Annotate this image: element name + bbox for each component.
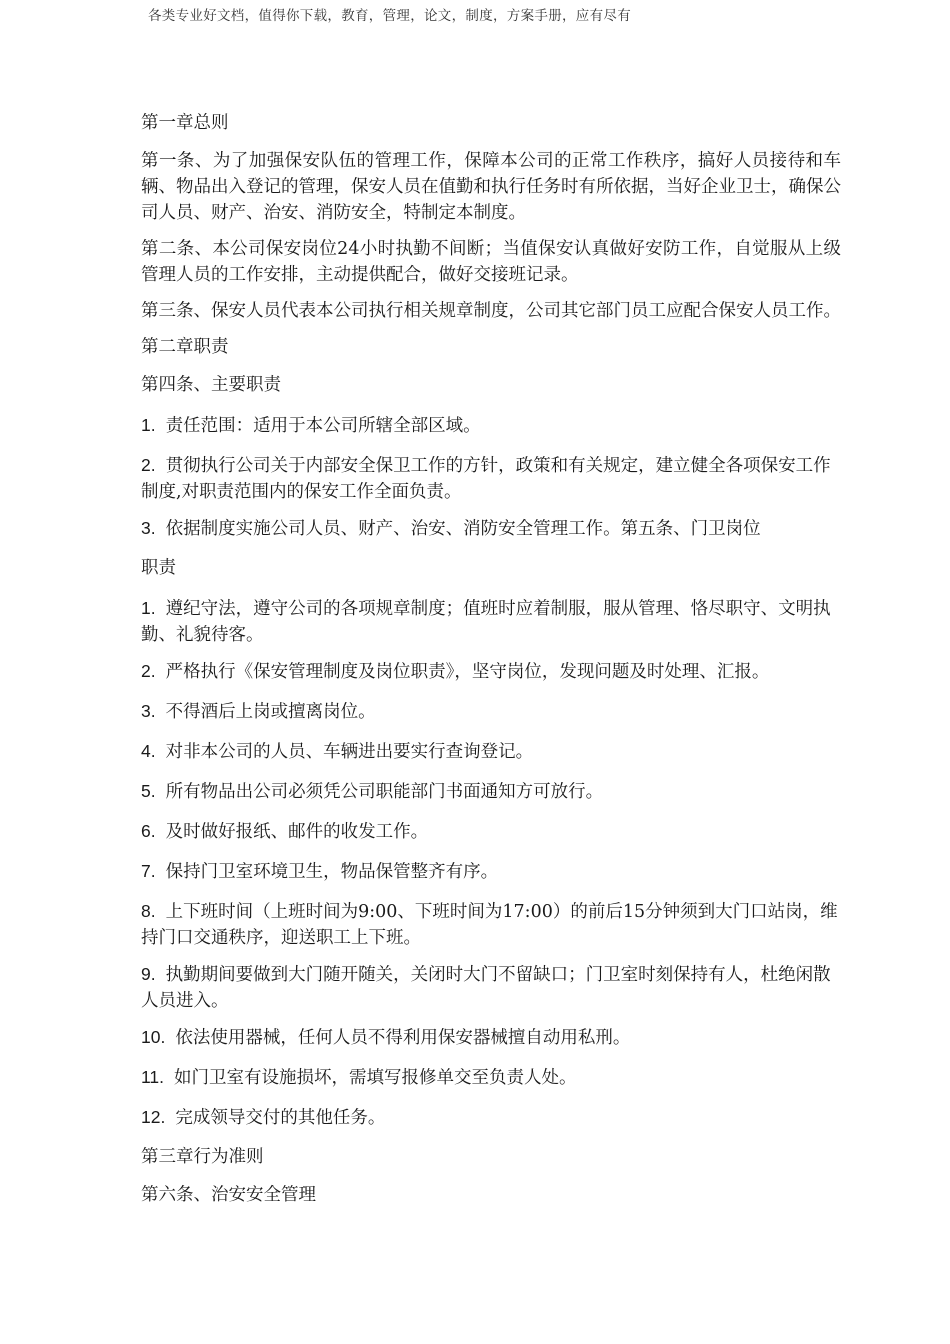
gate-duty-number: 10. — [141, 1027, 166, 1047]
chapter-1-title: 第一章总则 — [141, 113, 229, 133]
gate-duty-text: 如门卫室有设施损坏，需填写报修单交至负责人处。 — [174, 1068, 577, 1088]
gate-duty-number: 9. — [141, 964, 156, 984]
gate-duty-item — [141, 698, 841, 725]
duty-item — [141, 515, 841, 542]
gate-duty-item — [141, 961, 841, 1014]
gate-duty-number: 8. — [141, 901, 156, 921]
article-1: 第一条、为了加强保安队伍的管理工作，保障本公司的正常工作秩序，搞好人员接待和车辆、物品出入登记的管理，保安人员在值勤和执行任务时有所依据，当好企业卫士，确保公司人员、财产、治安、消防安全，特制定本制度。 — [141, 151, 841, 223]
duty-text: 依据制度实施公司人员、财产、治安、消防安全管理工作。第五条、门卫岗位 — [165, 519, 761, 539]
gate-duty-text: 完成领导交付的其他任务。 — [175, 1108, 386, 1128]
article-2: 第二条、本公司保安岗位24小时执勤不间断；当值保安认真做好安防工作，自觉服从上级管理人员的工作安排，主动提供配合，做好交接班记录。 — [141, 239, 841, 285]
gate-duty-item — [141, 858, 841, 885]
gate-duty-number: 4. — [141, 741, 156, 761]
gate-duty-item — [141, 778, 841, 805]
gate-duty-item — [141, 1104, 841, 1131]
article-6-title: 第六条、治安安全管理 — [141, 1185, 316, 1205]
gate-duty-number: 7. — [141, 861, 156, 881]
gate-duty-text: 执勤期间要做到大门随开随关，关闭时大门不留缺口；门卫室时刻保持有人，杜绝闲散人员进入。 — [141, 965, 831, 1011]
duty-number: 2. — [141, 455, 156, 475]
gate-duty-text: 严格执行《保安管理制度及岗位职责》，坚守岗位，发现问题及时处理、汇报。 — [165, 662, 770, 682]
duty-item — [141, 412, 841, 439]
document-body — [141, 110, 841, 1208]
gate-duty-item — [141, 1064, 841, 1091]
gate-duty-text: 及时做好报纸、邮件的收发工作。 — [165, 822, 429, 842]
article-3: 第三条、保安人员代表本公司执行相关规章制度，公司其它部门员工应配合保安人员工作。 — [141, 301, 841, 321]
gate-duty-item — [141, 898, 841, 951]
duty-number: 1. — [141, 415, 156, 435]
gate-duty-item — [141, 658, 841, 685]
gate-duty-text: 对非本公司的人员、车辆进出要实行查询登记。 — [165, 742, 534, 762]
gate-duty-number: 3. — [141, 701, 156, 721]
gate-duty-text: 保持门卫室环境卫生，物品保管整齐有序。 — [165, 862, 499, 882]
gate-duty-number: 2. — [141, 661, 156, 681]
gate-duty-text: 遵纪守法，遵守公司的各项规章制度；值班时应着制服，服从管理、恪尽职守、文明执勤、礼貌待客。 — [141, 599, 831, 645]
duty-text: 责任范围：适用于本公司所辖全部区域。 — [165, 416, 481, 436]
gate-duty-number: 11. — [141, 1067, 165, 1087]
article-4-title: 第四条、主要职责 — [141, 375, 281, 395]
page-header: 各类专业好文档，值得你下载，教育，管理，论文，制度，方案手册，应有尽有 — [148, 8, 631, 24]
duty-item — [141, 452, 841, 505]
gate-duty-item — [141, 738, 841, 765]
gate-duty-item — [141, 1024, 841, 1051]
gate-duty-number: 12. — [141, 1107, 166, 1127]
gate-duty-number: 5. — [141, 781, 156, 801]
chapter-2-title: 第二章职责 — [141, 337, 229, 357]
duty-number: 3. — [141, 518, 156, 538]
duty-text: 贯彻执行公司关于内部安全保卫工作的方针，政策和有关规定，建立健全各项保安工作制度,对职责范围内的保安工作全面负责。 — [141, 456, 831, 502]
gate-duty-text: 所有物品出公司必须凭公司职能部门书面通知方可放行。 — [165, 782, 604, 802]
chapter-3-title: 第三章行为准则 — [141, 1147, 264, 1167]
gate-duty-item — [141, 818, 841, 845]
gate-duty-text: 依法使用器械，任何人员不得利用保安器械擅自动用私刑。 — [175, 1028, 631, 1048]
gate-duty-text: 上下班时间（上班时间为9:00、下班时间为17:00）的前后15分钟须到大门口站岗，维持门口交通秩序，迎送职工上下班。 — [141, 902, 838, 948]
gate-duty-number: 6. — [141, 821, 156, 841]
article-5-continuation: 职责 — [141, 558, 176, 578]
gate-duty-item — [141, 595, 841, 648]
gate-duty-text: 不得酒后上岗或擅离岗位。 — [165, 702, 376, 722]
gate-duty-number: 1. — [141, 598, 156, 618]
